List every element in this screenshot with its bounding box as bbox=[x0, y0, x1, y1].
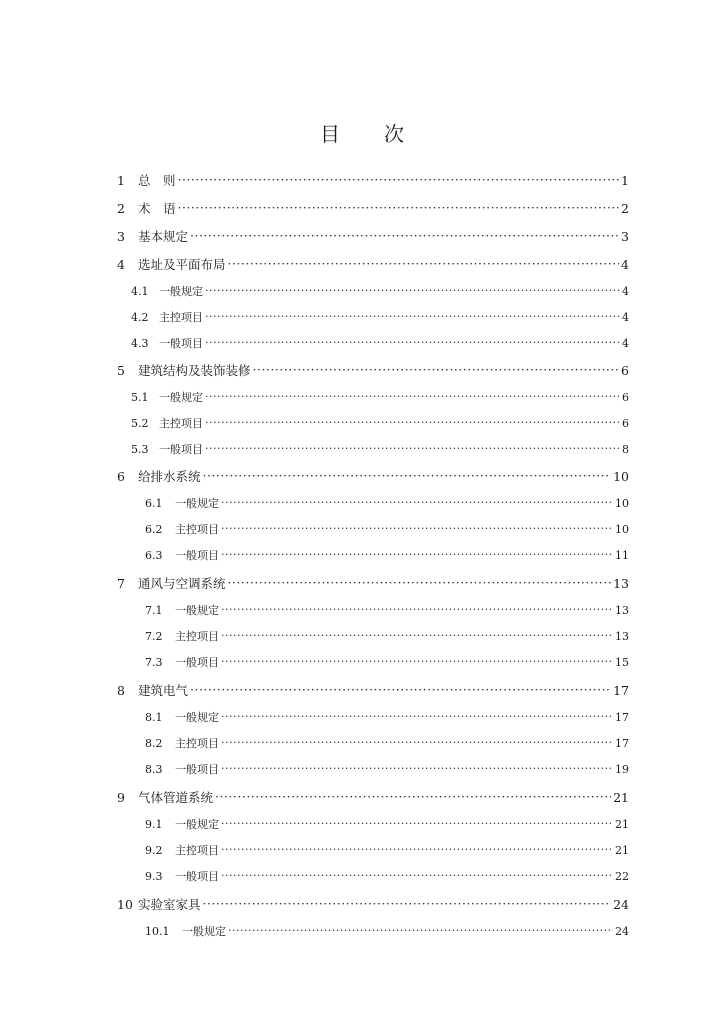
toc-entry-page: 22 bbox=[615, 870, 629, 883]
toc-entry-number: 7.3 bbox=[145, 656, 163, 669]
toc-entry-number: 9.1 bbox=[145, 818, 163, 831]
toc-entry-number: 7.1 bbox=[145, 604, 163, 617]
toc-entry-title: 主控项目 bbox=[175, 630, 219, 643]
toc-entry-page: 6 bbox=[622, 391, 629, 404]
toc-entry-number: 6.3 bbox=[145, 549, 163, 562]
toc-entry-page: 6 bbox=[621, 363, 629, 378]
toc-dot-leader bbox=[205, 284, 620, 295]
toc-entry-number: 4 bbox=[117, 257, 125, 272]
toc-entry-10-1[interactable] bbox=[145, 923, 629, 939]
toc-entry-title: 一般项目 bbox=[175, 870, 219, 883]
toc-entry-page: 13 bbox=[615, 604, 629, 617]
toc-entry-page: 17 bbox=[615, 711, 629, 724]
toc-dot-leader bbox=[221, 736, 613, 747]
toc-entry-8-1[interactable] bbox=[145, 709, 629, 725]
toc-entry-number: 9.2 bbox=[145, 844, 163, 857]
toc-dot-leader bbox=[228, 576, 612, 589]
toc-dot-leader bbox=[221, 710, 613, 721]
toc-entry-9[interactable] bbox=[117, 788, 629, 806]
toc-entry-5[interactable] bbox=[117, 361, 629, 379]
toc-entry-title: 主控项目 bbox=[175, 523, 219, 536]
toc-dot-leader bbox=[221, 817, 613, 828]
title-char-1: 目 bbox=[320, 122, 340, 146]
toc-dot-leader bbox=[253, 363, 620, 376]
toc-entry-title: 主控项目 bbox=[175, 737, 219, 750]
toc-entry-number: 5.1 bbox=[131, 391, 149, 404]
toc-dot-leader bbox=[221, 655, 613, 666]
toc-entry-title: 建筑电气 bbox=[138, 683, 189, 698]
toc-dot-leader bbox=[190, 683, 611, 696]
toc-dot-leader bbox=[205, 336, 620, 347]
toc-entry-9-1[interactable] bbox=[145, 816, 629, 832]
toc-dot-leader bbox=[205, 310, 620, 321]
toc-entry-title: 一般规定 bbox=[159, 285, 203, 298]
toc-entry-4-2[interactable] bbox=[131, 309, 629, 325]
toc-entry-4-1[interactable] bbox=[131, 283, 629, 299]
toc-entry-title: 实验室家具 bbox=[138, 897, 201, 912]
toc-entry-number: 6.2 bbox=[145, 523, 163, 536]
toc-entry-page: 4 bbox=[622, 337, 629, 350]
toc-entry-number: 4.1 bbox=[131, 285, 149, 298]
toc-dot-leader bbox=[203, 469, 612, 482]
toc-entry-page: 10 bbox=[615, 497, 629, 510]
toc-entry-page: 15 bbox=[615, 656, 629, 669]
toc-entry-title: 主控项目 bbox=[159, 417, 203, 430]
toc-entry-number: 5.3 bbox=[131, 443, 149, 456]
toc-entry-7[interactable] bbox=[117, 574, 629, 592]
toc-dot-leader bbox=[221, 629, 613, 640]
toc-entry-title: 主控项目 bbox=[159, 311, 203, 324]
toc-dot-leader bbox=[221, 603, 613, 614]
toc-entry-page: 24 bbox=[613, 897, 629, 912]
toc-entry-7-2[interactable] bbox=[145, 628, 629, 644]
toc-entry-6-2[interactable] bbox=[145, 521, 629, 537]
toc-entry-4[interactable] bbox=[117, 255, 629, 273]
toc-entry-7-3[interactable] bbox=[145, 654, 629, 670]
toc-entry-number: 1 bbox=[117, 173, 125, 188]
toc-entry-3[interactable] bbox=[117, 227, 629, 245]
toc-entry-9-2[interactable] bbox=[145, 842, 629, 858]
toc-entry-title: 建筑结构及装饰装修 bbox=[138, 363, 251, 378]
toc-dot-leader bbox=[190, 229, 619, 242]
title-char-2: 次 bbox=[384, 122, 404, 146]
toc-entry-7-1[interactable] bbox=[145, 602, 629, 618]
toc-entry-title: 气体管道系统 bbox=[138, 790, 214, 805]
toc-entry-page: 21 bbox=[615, 844, 629, 857]
toc-entry-page: 2 bbox=[621, 201, 629, 216]
toc-entry-8-3[interactable] bbox=[145, 761, 629, 777]
toc-entry-page: 4 bbox=[622, 311, 629, 324]
toc-entry-number: 6 bbox=[117, 469, 125, 484]
toc-entry-title: 一般项目 bbox=[159, 443, 203, 456]
toc-entry-number: 9 bbox=[117, 790, 125, 805]
toc-entry-page: 10 bbox=[613, 469, 629, 484]
toc-entry-page: 24 bbox=[615, 925, 629, 938]
toc-entry-title: 一般项目 bbox=[175, 549, 219, 562]
toc-entry-number: 2 bbox=[117, 201, 125, 216]
toc-entry-number: 8.3 bbox=[145, 763, 163, 776]
toc-dot-leader bbox=[221, 762, 613, 773]
toc-entry-8[interactable] bbox=[117, 681, 629, 699]
toc-entry-1[interactable] bbox=[117, 171, 629, 189]
toc-entry-6[interactable] bbox=[117, 467, 629, 485]
toc-dot-leader bbox=[228, 924, 613, 935]
toc-entry-5-3[interactable] bbox=[131, 441, 629, 457]
toc-entry-6-1[interactable] bbox=[145, 495, 629, 511]
toc-entry-title: 选址及平面布局 bbox=[138, 257, 226, 272]
toc-entry-title: 一般项目 bbox=[175, 763, 219, 776]
toc-dot-leader bbox=[205, 416, 620, 427]
toc-entry-number: 8.1 bbox=[145, 711, 163, 724]
toc-entry-title: 一般规定 bbox=[175, 604, 219, 617]
toc-entry-title: 基本规定 bbox=[138, 229, 189, 244]
toc-dot-leader bbox=[221, 548, 613, 559]
toc-entry-page: 17 bbox=[613, 683, 629, 698]
toc-entry-8-2[interactable] bbox=[145, 735, 629, 751]
toc-entry-title: 总 则 bbox=[138, 173, 176, 188]
toc-entry-6-3[interactable] bbox=[145, 547, 629, 563]
toc-entry-number: 10 bbox=[117, 897, 133, 912]
toc-entry-number: 8 bbox=[117, 683, 125, 698]
toc-entry-number: 10.1 bbox=[145, 925, 170, 938]
toc-entry-10[interactable] bbox=[117, 895, 629, 913]
toc-entry-number: 9.3 bbox=[145, 870, 163, 883]
toc-dot-leader bbox=[221, 869, 613, 880]
toc-entry-page: 8 bbox=[622, 443, 629, 456]
toc-entry-number: 5.2 bbox=[131, 417, 149, 430]
toc-entry-page: 21 bbox=[613, 790, 629, 805]
toc-entry-number: 3 bbox=[117, 229, 125, 244]
toc-dot-leader bbox=[203, 897, 612, 910]
toc-entry-page: 1 bbox=[621, 173, 629, 188]
toc-entry-number: 5 bbox=[117, 363, 125, 378]
toc-entry-9-3[interactable] bbox=[145, 868, 629, 884]
toc-entry-number: 4.3 bbox=[131, 337, 149, 350]
toc-dot-leader bbox=[205, 390, 620, 401]
toc-entry-title: 主控项目 bbox=[175, 844, 219, 857]
toc-entry-title: 术 语 bbox=[138, 201, 176, 216]
toc-entry-number: 6.1 bbox=[145, 497, 163, 510]
toc-dot-leader bbox=[178, 201, 620, 214]
toc-entry-page: 3 bbox=[621, 229, 629, 244]
toc-dot-leader bbox=[215, 790, 611, 803]
toc-entry-page: 11 bbox=[615, 549, 629, 562]
toc-entry-page: 19 bbox=[615, 763, 629, 776]
toc-dot-leader bbox=[205, 442, 620, 453]
toc-entry-title: 一般规定 bbox=[182, 925, 226, 938]
toc-entry-title: 通风与空调系统 bbox=[138, 576, 226, 591]
toc-entry-title: 一般规定 bbox=[175, 711, 219, 724]
toc-entry-page: 4 bbox=[622, 285, 629, 298]
toc-entry-number: 7 bbox=[117, 576, 125, 591]
toc-entry-page: 4 bbox=[621, 257, 629, 272]
toc-entry-4-3[interactable] bbox=[131, 335, 629, 351]
toc-dot-leader bbox=[221, 496, 613, 507]
toc-entry-title: 一般项目 bbox=[159, 337, 203, 350]
toc-entry-5-2[interactable] bbox=[131, 415, 629, 431]
toc-entry-page: 17 bbox=[615, 737, 629, 750]
toc-entry-page: 21 bbox=[615, 818, 629, 831]
toc-entry-2[interactable] bbox=[117, 199, 629, 217]
toc-entry-title: 一般规定 bbox=[159, 391, 203, 404]
toc-entry-page: 13 bbox=[615, 630, 629, 643]
toc-dot-leader bbox=[228, 257, 620, 270]
toc-dot-leader bbox=[178, 173, 620, 186]
toc-entry-number: 8.2 bbox=[145, 737, 163, 750]
toc-entry-title: 一般项目 bbox=[175, 656, 219, 669]
toc-entry-title: 给排水系统 bbox=[138, 469, 201, 484]
toc-entry-title: 一般规定 bbox=[175, 497, 219, 510]
toc-entry-title: 一般规定 bbox=[175, 818, 219, 831]
toc-dot-leader bbox=[221, 522, 613, 533]
toc-entry-number: 7.2 bbox=[145, 630, 163, 643]
toc-entry-page: 6 bbox=[622, 417, 629, 430]
toc-entry-5-1[interactable] bbox=[131, 389, 629, 405]
page-title bbox=[0, 118, 724, 147]
toc-entry-page: 10 bbox=[615, 523, 629, 536]
toc-dot-leader bbox=[221, 843, 613, 854]
toc-entry-page: 13 bbox=[613, 576, 629, 591]
toc-entry-number: 4.2 bbox=[131, 311, 149, 324]
